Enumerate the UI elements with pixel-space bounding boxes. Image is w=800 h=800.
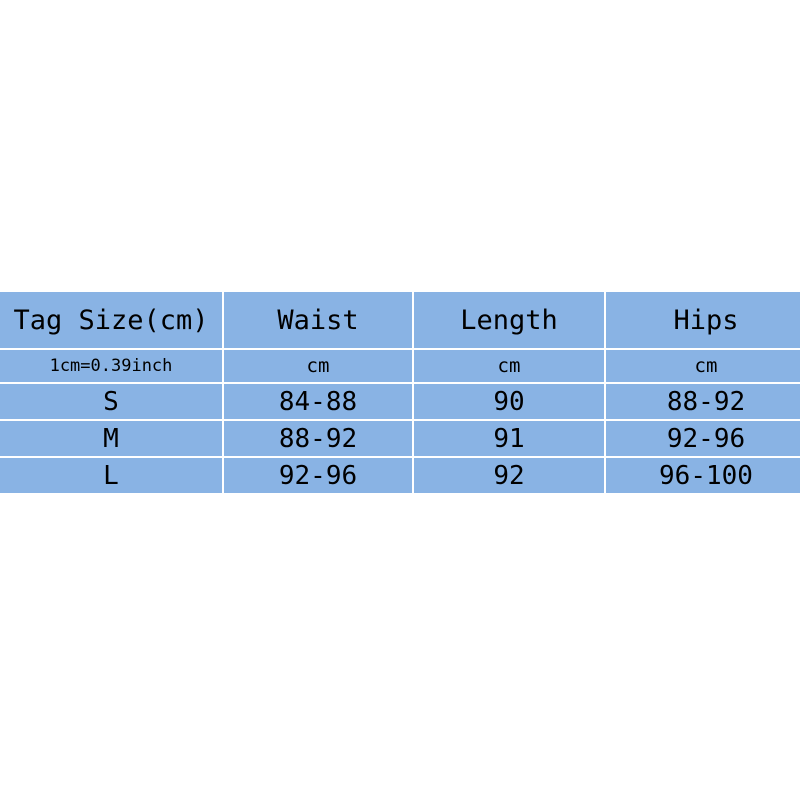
cell-size-label: S: [0, 383, 223, 420]
size-chart-table: [0, 292, 800, 493]
column-header-waist: Waist: [223, 292, 413, 349]
column-header-length: Length: [413, 292, 605, 349]
table-header-row: [0, 292, 800, 349]
column-header-hips: Hips: [605, 292, 800, 349]
cell-size-label: L: [0, 457, 223, 493]
cell-hips: 96-100: [605, 457, 800, 493]
cell-hips: 92-96: [605, 420, 800, 457]
unit-waist: cm: [223, 349, 413, 383]
table-row: [0, 383, 800, 420]
column-header-tag-size: Tag Size(cm): [0, 292, 223, 349]
cell-waist: 88-92: [223, 420, 413, 457]
cell-length: 92: [413, 457, 605, 493]
table-row: [0, 420, 800, 457]
unit-conversion-note: 1cm=0.39inch: [0, 349, 223, 383]
cell-hips: 88-92: [605, 383, 800, 420]
unit-hips: cm: [605, 349, 800, 383]
table-row: [0, 457, 800, 493]
cell-waist: 84-88: [223, 383, 413, 420]
cell-size-label: M: [0, 420, 223, 457]
cell-length: 91: [413, 420, 605, 457]
table-unit-row: [0, 349, 800, 383]
cell-length: 90: [413, 383, 605, 420]
cell-waist: 92-96: [223, 457, 413, 493]
unit-length: cm: [413, 349, 605, 383]
